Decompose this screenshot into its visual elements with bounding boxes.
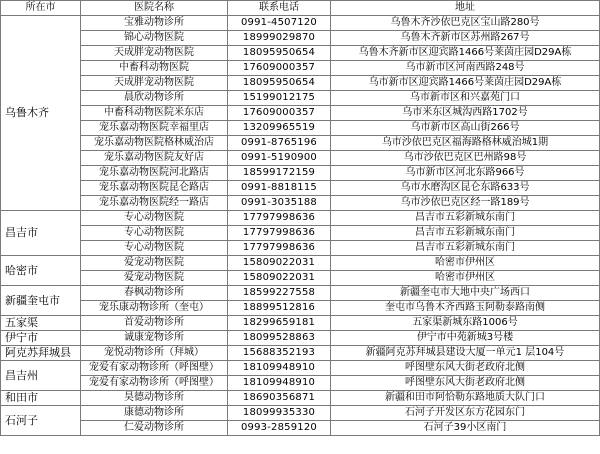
- header-address: 地址: [331, 1, 600, 16]
- hospital-name-cell: 锦心动物医院: [81, 31, 228, 46]
- header-phone: 联系电话: [228, 1, 331, 16]
- phone-cell: 13209965519: [228, 121, 331, 136]
- phone-cell: 18999029870: [228, 31, 331, 46]
- hospital-name-cell: 专心动物医院: [81, 211, 228, 226]
- phone-cell: 17797998636: [228, 241, 331, 256]
- phone-cell: 15809022031: [228, 256, 331, 271]
- address-cell: 乌市沙依巴克区巴州路98号: [331, 151, 600, 166]
- phone-cell: 15809022031: [228, 271, 331, 286]
- city-cell: 五家渠: [1, 316, 81, 331]
- table-row: [1, 286, 600, 301]
- table-row: [1, 406, 600, 421]
- address-cell: 乌市新市区河南西路248号: [331, 61, 600, 76]
- address-cell: 乌鲁木齐沙依巴克区宝山路280号: [331, 16, 600, 31]
- table-row: [1, 421, 600, 436]
- address-cell: 昌吉市五彩新城东南门: [331, 241, 600, 256]
- table-header: [1, 1, 600, 16]
- table-row: [1, 46, 600, 61]
- hospital-name-cell: 爱宠动物医院: [81, 271, 228, 286]
- table-row: [1, 241, 600, 256]
- address-cell: 昌吉市五彩新城东南门: [331, 226, 600, 241]
- city-cell: 阿克苏拜城县: [1, 346, 81, 361]
- table-row: [1, 391, 600, 406]
- city-cell: 哈密市: [1, 256, 81, 286]
- address-cell: 乌鲁木齐新市区迎宾路1466号莱茵庄园D29A栋: [331, 46, 600, 61]
- address-cell: 乌市新市区高山街266号: [331, 121, 600, 136]
- address-cell: 新疆阿克苏拜城县建设大厦一单元1 层104号: [331, 346, 600, 361]
- address-cell: 石河子39小区南门: [331, 421, 600, 436]
- city-cell: 和田市: [1, 391, 81, 406]
- table-row: [1, 91, 600, 106]
- phone-cell: 18099935330: [228, 406, 331, 421]
- phone-cell: 18899512816: [228, 301, 331, 316]
- hospital-name-cell: 宠乐嘉动物医院经一路店: [81, 196, 228, 211]
- table-row: [1, 361, 600, 376]
- address-cell: 昌吉市五彩新城东南门: [331, 211, 600, 226]
- address-cell: 乌市新市区和兴嘉苑门口: [331, 91, 600, 106]
- table-row: [1, 106, 600, 121]
- table-body: [1, 16, 600, 436]
- address-cell: 乌市新市区河北东路966号: [331, 166, 600, 181]
- table-row: [1, 16, 600, 31]
- hospital-name-cell: 昊德动物诊所: [81, 391, 228, 406]
- address-cell: 乌鲁木齐新市区苏州路267号: [331, 31, 600, 46]
- address-cell: 呼图壁东风大街老政府北侧: [331, 361, 600, 376]
- table-row: [1, 151, 600, 166]
- address-cell: 呼图壁东风大街老政府北侧: [331, 376, 600, 391]
- table-row: [1, 271, 600, 286]
- hospital-name-cell: 仁爱动物诊所: [81, 421, 228, 436]
- hospital-name-cell: 晨欣动物诊所: [81, 91, 228, 106]
- address-cell: 新疆和田市阿恰勒东路地质大队门口: [331, 391, 600, 406]
- hospital-name-cell: 首爱动物诊所: [81, 316, 228, 331]
- table-row: [1, 346, 600, 361]
- table-row: [1, 226, 600, 241]
- phone-cell: 18599172159: [228, 166, 331, 181]
- address-cell: 五家渠新城东路1006号: [331, 316, 600, 331]
- hospital-name-cell: 宠乐嘉动物医院幸福里店: [81, 121, 228, 136]
- phone-cell: 17797998636: [228, 226, 331, 241]
- hospital-name-cell: 中畜科动物医院米东店: [81, 106, 228, 121]
- hospital-name-cell: 中畜科动物医院: [81, 61, 228, 76]
- phone-cell: 0991-5190900: [228, 151, 331, 166]
- phone-cell: 18109948910: [228, 361, 331, 376]
- city-cell: 昌吉州: [1, 361, 81, 391]
- address-cell: 奎屯市乌鲁木齐西路玉阿勒泰路南侧: [331, 301, 600, 316]
- hospital-name-cell: 专心动物医院: [81, 241, 228, 256]
- table-row: [1, 31, 600, 46]
- phone-cell: 18299659181: [228, 316, 331, 331]
- phone-cell: 17797998636: [228, 211, 331, 226]
- table-row: [1, 76, 600, 91]
- phone-cell: 18599227558: [228, 286, 331, 301]
- header-name: 医院名称: [81, 1, 228, 16]
- city-cell: 新疆奎屯市: [1, 286, 81, 316]
- phone-cell: 18095950654: [228, 46, 331, 61]
- city-cell: 石河子: [1, 406, 81, 436]
- city-cell: 乌鲁木齐: [1, 16, 81, 211]
- phone-cell: 0991-8818115: [228, 181, 331, 196]
- address-cell: 哈密市伊州区: [331, 256, 600, 271]
- table-row: [1, 316, 600, 331]
- phone-cell: 18099528863: [228, 331, 331, 346]
- phone-cell: 15199012175: [228, 91, 331, 106]
- table-row: [1, 256, 600, 271]
- hospital-name-cell: 天成胖宠动物医院: [81, 46, 228, 61]
- table-row: [1, 181, 600, 196]
- phone-cell: 0991-8765196: [228, 136, 331, 151]
- phone-cell: 15688352193: [228, 346, 331, 361]
- table-row: [1, 166, 600, 181]
- hospital-name-cell: 爱宠动物医院: [81, 256, 228, 271]
- hospital-name-cell: 宠乐嘉动物医院河北路店: [81, 166, 228, 181]
- hospital-name-cell: 宠乐嘉动物医院友好店: [81, 151, 228, 166]
- table-row: [1, 301, 600, 316]
- hospital-name-cell: 专心动物医院: [81, 226, 228, 241]
- hospital-name-cell: 诚康宠物诊所: [81, 331, 228, 346]
- header-city: 所在市: [1, 1, 81, 16]
- city-cell: 伊宁市: [1, 331, 81, 346]
- hospital-name-cell: 宠爱有家动物诊所（呼图壁）: [81, 376, 228, 391]
- address-cell: 伊宁市中苑新城3号楼: [331, 331, 600, 346]
- hospital-name-cell: 宠乐嘉动物医院格林威治店: [81, 136, 228, 151]
- table-row: [1, 61, 600, 76]
- phone-cell: 18109948910: [228, 376, 331, 391]
- phone-cell: 0991-4507120: [228, 16, 331, 31]
- table-row: [1, 376, 600, 391]
- hospital-name-cell: 宝雅动物诊所: [81, 16, 228, 31]
- hospital-name-cell: 康德动物诊所: [81, 406, 228, 421]
- hospital-name-cell: 宠悦动物诊所（拜城）: [81, 346, 228, 361]
- table-row: [1, 331, 600, 346]
- table-row: [1, 136, 600, 151]
- address-cell: 新疆奎屯市大地中央广场西口: [331, 286, 600, 301]
- table-row: [1, 196, 600, 211]
- address-cell: 乌市新市区迎宾路1466号莱茵庄园D29A栋: [331, 76, 600, 91]
- phone-cell: 18690356871: [228, 391, 331, 406]
- phone-cell: 17609000357: [228, 106, 331, 121]
- hospital-name-cell: 宠爱有家动物诊所（呼图壁）: [81, 361, 228, 376]
- city-cell: 昌吉市: [1, 211, 81, 256]
- table-row: [1, 121, 600, 136]
- address-cell: 乌市水磨沟区昆仑东路633号: [331, 181, 600, 196]
- hospital-name-cell: 天成胖宠动物医院: [81, 76, 228, 91]
- header-row: [1, 1, 600, 16]
- address-cell: 乌市沙依巴克区经一路189号: [331, 196, 600, 211]
- address-cell: 乌市沙依巴克区福海路格林威治城1期: [331, 136, 600, 151]
- phone-cell: 0993-2859120: [228, 421, 331, 436]
- address-cell: 石河子开发区东方花园东门: [331, 406, 600, 421]
- address-cell: 哈密市伊州区: [331, 271, 600, 286]
- phone-cell: 17609000357: [228, 61, 331, 76]
- table-row: [1, 211, 600, 226]
- phone-cell: 0991-3035188: [228, 196, 331, 211]
- hospital-name-cell: 春枫动物诊所: [81, 286, 228, 301]
- phone-cell: 18095950654: [228, 76, 331, 91]
- address-cell: 乌市米东区城沟西路1702号: [331, 106, 600, 121]
- hospital-name-cell: 宠乐嘉动物医院昆仑路店: [81, 181, 228, 196]
- hospital-name-cell: 宠乐康动物诊所（奎屯）: [81, 301, 228, 316]
